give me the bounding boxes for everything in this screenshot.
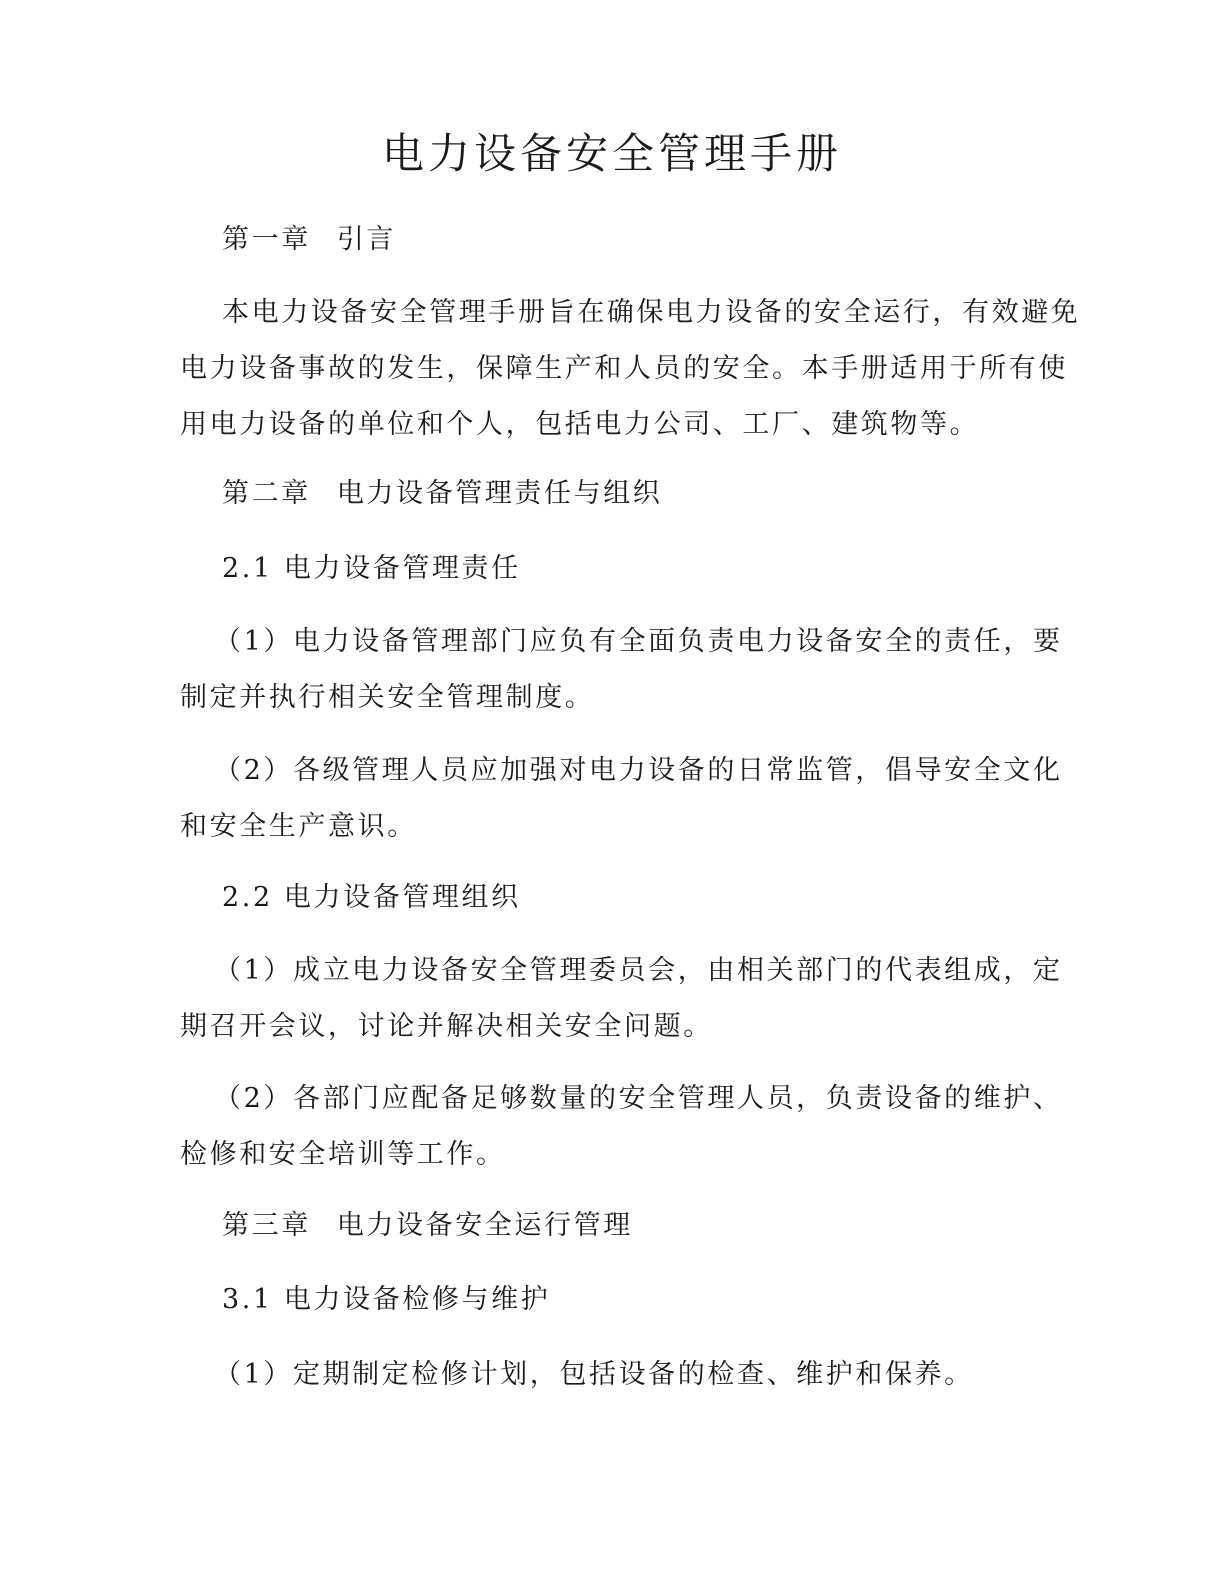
section-2-1-item-2-line-1: （2）各级管理人员应加强对电力设备的日常监管，倡导安全文化 <box>214 755 1063 786</box>
section-3-1-item-1-line-1: （1）定期制定检修计划，包括设备的检查、维护和保养。 <box>214 1359 974 1390</box>
section-2-1-item-1 <box>180 614 1063 726</box>
section-2-1-item-2-line-2: 和安全生产意识。 <box>180 811 417 842</box>
chapter-1-heading <box>180 212 1030 268</box>
section-2-2-item-1-line-2: 期召开会议，讨论并解决相关安全问题。 <box>180 1011 713 1042</box>
chapter-2-number: 第二章 <box>222 478 311 509</box>
section-2-1-item-1-line-1: （1）电力设备管理部门应负有全面负责电力设备安全的责任，要 <box>214 626 1063 657</box>
section-2-1-title: 2.1 电力设备管理责任 <box>222 553 521 584</box>
intro-line-1: 本电力设备安全管理手册旨在确保电力设备的安全运行，有效避免 <box>222 297 1081 328</box>
intro-line-2: 电力设备事故的发生，保障生产和人员的安全。本手册适用于所有使 <box>180 353 1068 384</box>
document-title: 电力设备安全管理手册 <box>381 129 842 178</box>
section-2-1-item-2 <box>180 743 1063 855</box>
section-3-1-title: 3.1 电力设备检修与维护 <box>222 1284 551 1315</box>
chapter-2-title: 电力设备管理责任与组织 <box>336 478 663 509</box>
section-2-1-heading <box>180 541 1030 597</box>
chapter-1-number: 第一章 <box>222 224 311 255</box>
section-2-2-item-2-line-2: 检修和安全培训等工作。 <box>180 1139 506 1170</box>
section-3-1-item-1 <box>180 1347 1030 1403</box>
chapter-2-heading <box>180 466 1030 522</box>
chapter-3-heading <box>180 1198 1030 1254</box>
intro-line-3: 用电力设备的单位和个人，包括电力公司、工厂、建筑物等。 <box>180 409 980 440</box>
section-2-2-item-2 <box>180 1071 1063 1183</box>
chapter-3-number: 第三章 <box>222 1210 311 1241</box>
section-2-1-item-1-line-2: 制定并执行相关安全管理制度。 <box>180 682 595 713</box>
chapter-1-title: 引言 <box>336 224 397 255</box>
section-2-2-title: 2.2 电力设备管理组织 <box>222 882 521 913</box>
section-2-2-item-2-line-1: （2）各部门应配备足够数量的安全管理人员，负责设备的维护、 <box>214 1083 1063 1114</box>
chapter-3-title: 电力设备安全运行管理 <box>336 1210 633 1241</box>
section-3-1-heading <box>180 1272 1030 1328</box>
intro-paragraph <box>180 285 1081 453</box>
section-2-2-item-1 <box>180 943 1063 1055</box>
section-2-2-item-1-line-1: （1）成立电力设备安全管理委员会，由相关部门的代表组成，定 <box>214 955 1063 986</box>
section-2-2-heading <box>180 870 1030 926</box>
